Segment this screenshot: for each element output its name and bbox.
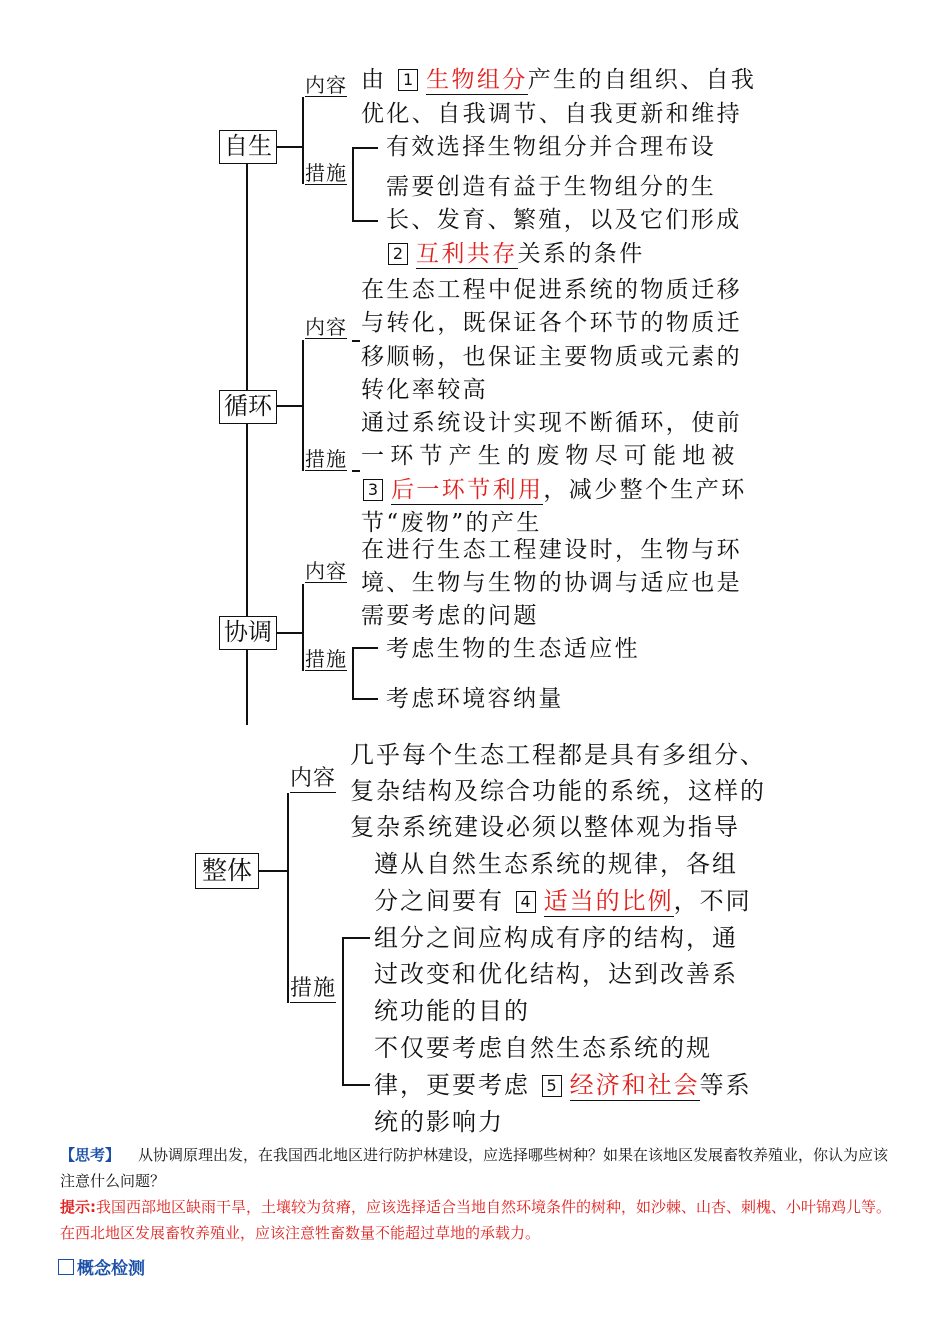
zisheng-measure1: 有效选择生物组分并合理布设 — [386, 134, 717, 160]
xietiao-measure-tick2 — [352, 698, 378, 700]
zisheng-title: 自生 — [224, 132, 272, 160]
zhengti-measure2-line3: 统的影响力 — [374, 1108, 504, 1136]
xunhuan-content-line2: 与转化，既保证各个环节的物质迁 — [361, 310, 742, 336]
zhengti-measure1-line4: 过改变和优化结构，达到改善系 — [374, 960, 738, 988]
zhengti-measure1-line5: 统功能的目的 — [374, 997, 530, 1025]
section-heading — [58, 1254, 145, 1279]
answer-2: 互利共存 — [416, 241, 518, 267]
xietiao-measure-tick1 — [352, 647, 378, 649]
xunhuan-measure-line4: 节“废物”的产生 — [361, 510, 542, 536]
xunhuan-neirong-label: 内容 — [305, 315, 347, 339]
answer-3: 后一环节利用 — [391, 477, 544, 503]
zisheng-connector — [277, 146, 303, 148]
xunhuan-content-line1: 在生态工程中促进系统的物质迁移 — [361, 277, 742, 303]
think-text: 从协调原理出发，在我国西北地区进行防护林建设，应选择哪些树种？如果在该地区发展畜牧养殖业，你认为应该注意什么问题？ — [60, 1146, 889, 1190]
xietiao-box — [219, 616, 277, 650]
xunhuan-cuoshi-label: 措施 — [305, 447, 347, 471]
zisheng-measure-tick2 — [352, 220, 378, 222]
zhengti-measure2-line1: 不仅要考虑自然生态系统的规 — [374, 1034, 712, 1062]
xietiao-neirong-label: 内容 — [305, 559, 347, 583]
xunhuan-connector — [277, 405, 303, 407]
hint-label: 提示: — [60, 1198, 96, 1216]
xunhuan-box — [219, 390, 277, 424]
zhengti-box — [195, 853, 259, 889]
blank-number-1: 1 — [398, 69, 418, 91]
xietiao-cuoshi-label: 措施 — [305, 647, 347, 671]
xunhuan-measure-line3: 3 后一环节利用，减少整个生产环 — [361, 474, 747, 507]
zhengti-content-line1: 几乎每个生态工程都是具有多组分、 — [350, 741, 766, 769]
xietiao-bracket — [302, 584, 304, 671]
zisheng-bracket — [302, 97, 304, 184]
zhengti-connector — [259, 870, 288, 872]
zhengti-neirong-label: 内容 — [290, 766, 337, 791]
zhengti-measure-tick2 — [342, 1084, 370, 1086]
hint-text: 我国西部地区缺雨干旱，土壤较为贫瘠，应该选择适合当地自然环境条件的树种，如沙棘、山杏、刺槐、小叶锦鸡儿等。在西北地区发展畜牧养殖业，应该注意牲畜数量不能超过草地的承载力。 — [60, 1198, 892, 1242]
xietiao-measure-bracket — [352, 647, 354, 699]
zisheng-box — [219, 130, 277, 164]
zhengti-bracket — [287, 793, 289, 1003]
blank-number-3: 3 — [363, 479, 383, 501]
zhengti-measure1-line2: 分之间要有 4 适当的比例，不同 — [374, 887, 752, 915]
zhengti-measure2-line2: 律，更要考虑 5 经济和社会等系 — [374, 1071, 752, 1099]
xunhuan-measure-tick — [352, 470, 360, 472]
blank-number-5: 5 — [542, 1075, 562, 1097]
zisheng-measure-bracket — [352, 147, 354, 221]
xietiao-title: 协调 — [224, 618, 272, 646]
xunhuan-content-line4: 转化率较高 — [361, 377, 488, 403]
xunhuan-measure-line1: 通过系统设计实现不断循环，使前 — [361, 410, 742, 436]
answer-4: 适当的比例 — [543, 887, 674, 915]
zhengti-measure-bracket — [342, 937, 344, 1085]
zisheng-measure-tick1 — [352, 147, 378, 149]
hint-paragraph — [60, 1194, 900, 1246]
square-icon — [58, 1259, 74, 1275]
xietiao-measure1: 考虑生物的生态适应性 — [386, 636, 640, 662]
blank-number-2: 2 — [388, 243, 408, 265]
zhengti-measure1-line1: 遵从自然生态系统的规律，各组 — [374, 850, 738, 878]
zisheng-measure2-line1: 需要创造有益于生物组分的生 — [386, 174, 717, 200]
zisheng-measure2-line3: 2 互利共存关系的条件 — [386, 238, 645, 271]
zisheng-content-line2: 优化、自我调节、自我更新和维持 — [361, 101, 742, 127]
blank-number-4: 4 — [516, 891, 536, 913]
zhengti-measure-tick1 — [342, 937, 370, 939]
answer-5: 经济和社会 — [569, 1071, 700, 1099]
zhengti-content-line2: 复杂结构及综合功能的系统，这样的 — [350, 777, 766, 805]
xietiao-content-line2: 境、生物与生物的协调与适应也是 — [361, 570, 742, 596]
zisheng-neirong-label: 内容 — [305, 73, 347, 97]
zhengti-measure1-line3: 组分之间应构成有序的结构，通 — [374, 924, 738, 952]
xunhuan-content-tick — [352, 340, 360, 342]
xietiao-content-line1: 在进行生态工程建设时，生物与环 — [361, 537, 742, 563]
section-title: 概念检测 — [77, 1259, 145, 1279]
xunhuan-measure-line2: 一环节产生的废物尽可能地被 — [361, 443, 741, 469]
zisheng-content-line1: 由 1 生物组分产生的自组织、自我 — [361, 67, 757, 93]
xietiao-connector — [277, 632, 303, 634]
xunhuan-title: 循环 — [224, 392, 272, 420]
zhengti-title: 整体 — [201, 856, 252, 885]
zisheng-cuoshi-label: 措施 — [305, 161, 347, 185]
zisheng-measure2-line2: 长、发育、繁殖，以及它们形成 — [386, 207, 742, 233]
xunhuan-bracket — [302, 340, 304, 471]
think-label: 【思考】 — [60, 1146, 121, 1164]
xietiao-content-line3: 需要考虑的问题 — [361, 603, 539, 629]
xunhuan-content-line3: 移顺畅，也保证主要物质或元素的 — [361, 344, 742, 370]
answer-1: 生物组分 — [426, 67, 528, 93]
zhengti-content-line3: 复杂系统建设必须以整体观为指导 — [350, 813, 740, 841]
xietiao-measure2: 考虑环境容纳量 — [386, 686, 564, 712]
zhengti-cuoshi-label: 措施 — [290, 976, 337, 1001]
think-paragraph — [60, 1142, 900, 1194]
